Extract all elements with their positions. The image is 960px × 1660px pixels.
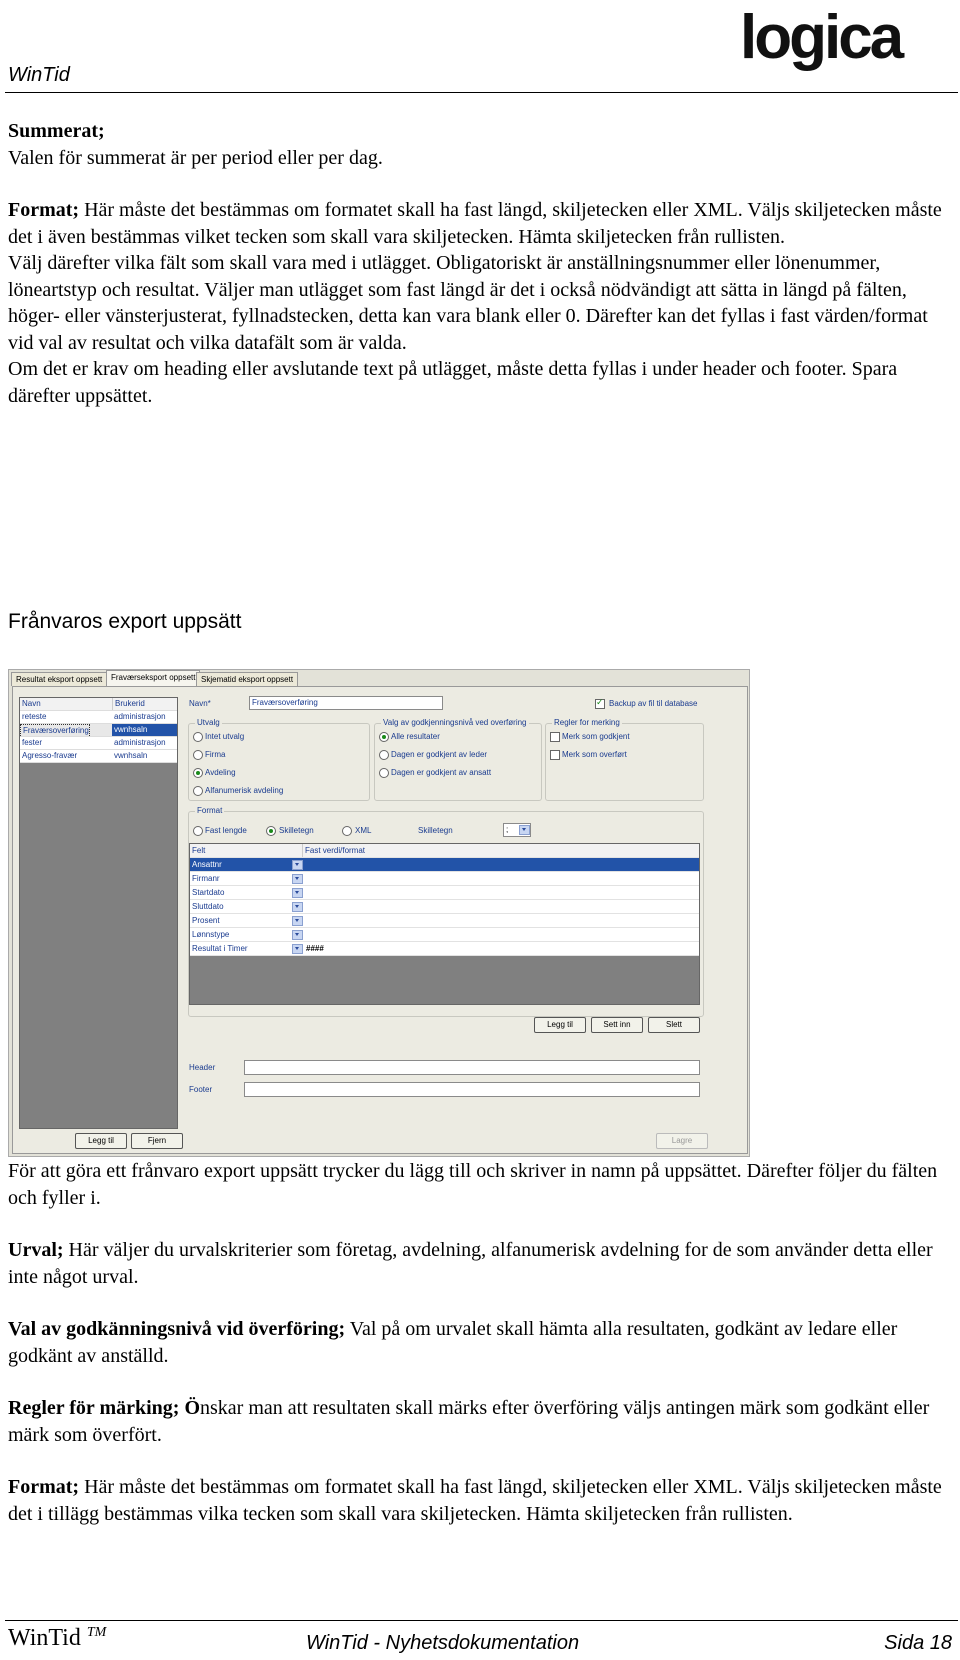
- list-item[interactable]: fester administrasjon: [20, 737, 177, 750]
- footer-input[interactable]: [244, 1082, 700, 1097]
- footer-rule: [5, 1620, 958, 1621]
- urval-radio-avdeling[interactable]: [193, 768, 203, 778]
- chevron-down-icon[interactable]: [292, 874, 303, 884]
- regler-group: Regler for merking Merk som godkjent Merk som overført: [545, 723, 704, 801]
- regler-label: Regler för märking; Ö: [8, 1397, 201, 1419]
- backup-checkbox[interactable]: [595, 699, 605, 709]
- regler-text: nskar man att resultaten skall märks efter överföring väljs antingen märk som godkänt eller märk som överfört.: [8, 1397, 930, 1446]
- header-label: Header: [189, 1063, 216, 1072]
- svg-text:logica: logica: [740, 3, 902, 72]
- header-title: WinTid: [8, 64, 70, 86]
- export-setup-screenshot: [8, 669, 750, 1157]
- chevron-down-icon[interactable]: [292, 888, 303, 898]
- summerat-text: Valen för summerat är per period eller per dag.: [8, 146, 383, 169]
- table-row[interactable]: Sluttdato: [190, 900, 699, 914]
- merk-overfort-checkbox[interactable]: [550, 750, 560, 760]
- table-row[interactable]: Startdato: [190, 886, 699, 900]
- chevron-down-icon[interactable]: [292, 930, 303, 940]
- heading-text: Om det er krav om heading eller avslutande text på utlägget, måste detta fyllas i under header och footer. Spara därefter uppsättet.: [8, 358, 898, 407]
- backup-label: Backup av fil til database: [609, 699, 698, 708]
- list-header: Navn Brukerid: [20, 698, 177, 711]
- format-radio-fast[interactable]: [193, 826, 203, 836]
- header-rule: [5, 92, 958, 93]
- tab-fravaerseksport[interactable]: Fraværseksport oppsett: [106, 670, 200, 686]
- godkj-radio-ansatt[interactable]: [379, 768, 389, 778]
- chevron-down-icon[interactable]: [519, 825, 530, 835]
- list-item[interactable]: Agresso-fravær vwnhsaln: [20, 750, 177, 763]
- table-row[interactable]: Resultat i Timer ####: [190, 942, 699, 956]
- section-title: Frånvaros export uppsätt: [8, 610, 242, 633]
- tab-resultat-eksport[interactable]: Resultat eksport oppsett: [11, 672, 107, 686]
- urval-group: Utvalg Intet utvalg Firma Avdeling Alfanumerisk avdeling: [188, 723, 370, 801]
- chevron-down-icon[interactable]: [292, 916, 303, 926]
- chevron-down-icon[interactable]: [292, 902, 303, 912]
- urval-radio-none[interactable]: [193, 732, 203, 742]
- table-row[interactable]: Prosent: [190, 914, 699, 928]
- urval-label: Urval;: [8, 1239, 64, 1261]
- add-setup-button[interactable]: Legg til: [75, 1133, 127, 1149]
- format-radio-skilletegn[interactable]: [266, 826, 276, 836]
- skilletegn-select[interactable]: ;: [503, 823, 531, 837]
- table-row[interactable]: Firmanr: [190, 872, 699, 886]
- chevron-down-icon[interactable]: [292, 860, 303, 870]
- logica-logo: [740, 2, 954, 88]
- remove-setup-button[interactable]: Fjern: [131, 1133, 183, 1149]
- format-text: Här måste det bestämmas om formatet skall ha fast längd, skiljetecken eller XML. Väljs skiljetecken måste det i även bestämmas vilket tecken som skall vara skiljetecken. Hämta skiljetecken från rullisten.: [8, 199, 942, 248]
- footer-brand: WinTid ™: [8, 1625, 107, 1651]
- skilletegn-label: Skilletegn: [418, 826, 453, 835]
- footer-label: Footer: [189, 1085, 213, 1094]
- godkj-label: Val av godkänningsnivå vid överföring;: [8, 1318, 346, 1340]
- fields-text: Välj därefter vilka fält som skall vara med i utlägget. Obligatoriskt är anställningsnummer eller lönenummer, löneartstyp och resultat. Väljer man utlägget som fast längd är det i också nödvändigt att sätta in längd på fälten, höger- eller vänsterjusterat, fyllnadstecken, detta kan vara blank eller 0. Därefter kan det fyllas i fast värden/format vid val av resultat och vilka datafält som är valda.: [8, 252, 928, 354]
- godkj-radio-alle[interactable]: [379, 732, 389, 742]
- godkj-text: Val på om urvalet skall hämta alla resultaten, godkänt av ledare eller godkänt av anställd.: [8, 1318, 898, 1367]
- intro-text: För att göra ett frånvaro export uppsätt trycker du lägg till och skriver in namn på uppsättet. Därefter följer du fälten och fyller i.: [8, 1160, 938, 1209]
- chevron-down-icon[interactable]: [292, 944, 303, 954]
- page-number: Sida 18: [884, 1632, 952, 1654]
- name-label: Navn*: [189, 699, 211, 708]
- footer-doc-title: WinTid - Nyhetsdokumentation: [306, 1632, 580, 1654]
- format2-label: Format;: [8, 1476, 80, 1498]
- grid-insert-button[interactable]: Sett inn: [591, 1017, 643, 1033]
- format-radio-xml[interactable]: [342, 826, 352, 836]
- grid-add-button[interactable]: Legg til: [534, 1017, 586, 1033]
- format-group: Format: [188, 811, 704, 1017]
- urval-radio-firma[interactable]: [193, 750, 203, 760]
- godkjenning-group: Valg av godkjenningsnivå ved overføring Alle resultater Dagen er godkjent av leder Dagen er godkjent av ansatt: [374, 723, 542, 801]
- header-input[interactable]: [244, 1060, 700, 1075]
- grid-header: Felt Fast verdi/format: [190, 844, 699, 858]
- merk-godkjent-checkbox[interactable]: [550, 732, 560, 742]
- list-item[interactable]: Fraværsoverføring vwnhsaln: [20, 724, 177, 737]
- explanation-section: [8, 1158, 943, 1527]
- setup-list[interactable]: [19, 697, 178, 1129]
- table-row[interactable]: Lønnstype: [190, 928, 699, 942]
- urval-radio-alfanum[interactable]: [193, 786, 203, 796]
- table-row[interactable]: Ansattnr: [190, 858, 699, 872]
- summary-section: [8, 118, 943, 409]
- godkj-radio-leder[interactable]: [379, 750, 389, 760]
- list-item[interactable]: reteste administrasjon: [20, 711, 177, 724]
- urval-text: Här väljer du urvalskriterier som företag, avdelning, alfanumerisk avdelning for de som använder detta eller inte något urval.: [8, 1239, 933, 1288]
- save-button[interactable]: Lagre: [656, 1133, 708, 1149]
- tab-skjematid-eksport[interactable]: Skjematid eksport oppsett: [196, 672, 298, 686]
- export-panel: Navn Brukerid reteste administrasjon Fraværsoverføring vwnhsaln fester administrasjon Agresso-fravær vwnhsaln Navn* Fraværsoverføring ✓ Backup av fil til database Utvalg Intet utvalg Firma Avdeling Alfanumerisk avdeling Valg av godkjenningsnivå ved overføring Alle resultater Dagen er godkjent av leder Dagen er godkjent av ansatt Regler for merking Merk som godkjent Merk som overført Format Fast lengde Skilletegn XML Skilletegn ; Felt Fast verdi/format Ansattnr Firmanr Startdato Sluttdato Prosent Lønnstype Resultat i Timer #### Legg til Sett inn Slett Header Footer Legg til Fjern Lagre: [12, 686, 748, 1154]
- field-grid[interactable]: [189, 843, 700, 1005]
- name-input[interactable]: Fraværsoverføring: [249, 696, 443, 710]
- format2-text: Här måste det bestämmas om formatet skall ha fast längd, skiljetecken eller XML. Väljs skiljetecken måste det i tillägg bestämmas vilka tecken som skall vara skiljetecken. Hämta skiljetecken från rullisten.: [8, 1476, 942, 1525]
- format-label: Format;: [8, 199, 80, 221]
- grid-delete-button[interactable]: Slett: [648, 1017, 700, 1033]
- summerat-label: Summerat;: [8, 120, 105, 142]
